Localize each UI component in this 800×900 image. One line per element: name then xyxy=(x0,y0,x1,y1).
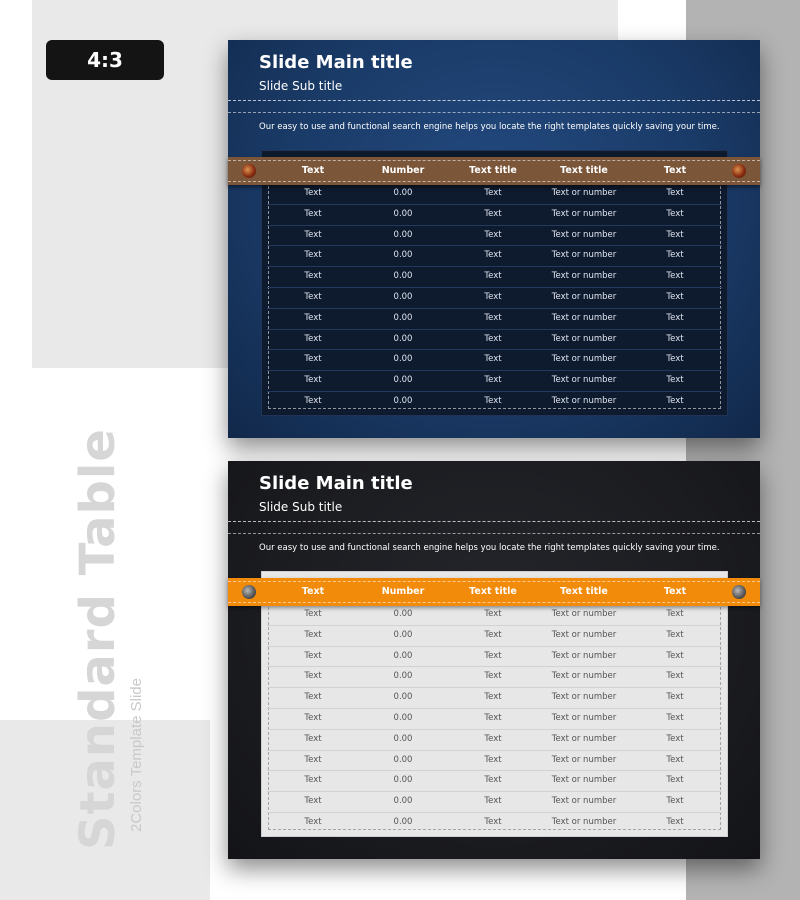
table-cell: Text xyxy=(666,375,684,386)
table-cell: 0.00 xyxy=(393,817,413,827)
table-row xyxy=(228,770,760,791)
table-cell: 0.00 xyxy=(393,229,413,240)
slide-preview-blue[interactable] xyxy=(228,40,760,438)
table-cell: Text xyxy=(304,713,322,723)
slide-main-title: Slide Main title xyxy=(259,473,413,494)
table-cell: Text or number xyxy=(551,312,617,323)
table-cell: 0.00 xyxy=(393,650,413,661)
slide-description: Our easy to use and functional search engine helps you locate the right templates quickly saving your time. xyxy=(259,543,720,553)
table-cell: Text or number xyxy=(551,354,617,365)
table-cell: Text xyxy=(666,692,684,703)
table-cell: Text xyxy=(304,629,322,640)
table-cell: Text xyxy=(666,208,684,219)
table-cell: 0.00 xyxy=(393,188,413,198)
header-cell: Text title xyxy=(469,165,517,176)
table-row xyxy=(228,308,760,329)
table-cell: Text xyxy=(304,208,322,219)
table-cell: Text or number xyxy=(551,292,617,302)
table-row xyxy=(228,750,760,771)
table-cell: 0.00 xyxy=(393,396,413,406)
table-cell: Text or number xyxy=(551,733,617,744)
table-cell: Text xyxy=(484,292,502,302)
table-cell: Text xyxy=(484,609,502,619)
table-row xyxy=(228,349,760,370)
rivet-icon xyxy=(732,585,746,599)
table-row xyxy=(228,287,760,308)
header-cell: Text xyxy=(663,165,687,176)
table-cell: Text xyxy=(666,333,684,344)
header-cell: Number xyxy=(381,165,425,176)
table-cell: 0.00 xyxy=(393,671,413,682)
table-cell: Text xyxy=(304,396,322,406)
table-row xyxy=(228,687,760,708)
table-row xyxy=(228,225,760,246)
table-row xyxy=(228,391,760,412)
table-cell: Text xyxy=(484,629,502,640)
slide-description: Our easy to use and functional search engine helps you locate the right templates quickly saving your time. xyxy=(259,122,720,132)
table-cell: Text or number xyxy=(551,333,617,344)
table-cell: Text xyxy=(484,229,502,240)
table-cell: Text xyxy=(484,817,502,827)
table-cell: Text xyxy=(666,713,684,723)
rivet-icon xyxy=(242,164,256,178)
table-cell: Text xyxy=(304,671,322,682)
table-cell: 0.00 xyxy=(393,208,413,219)
table-cell: 0.00 xyxy=(393,713,413,723)
table-row xyxy=(228,666,760,687)
table-cell: Text xyxy=(304,733,322,744)
table-cell: Text xyxy=(666,817,684,827)
table-cell: Text xyxy=(304,817,322,827)
table-cell: Text xyxy=(304,692,322,703)
slide-main-title: Slide Main title xyxy=(259,52,413,73)
header-cell: Text title xyxy=(469,586,517,597)
table-cell: Text xyxy=(484,250,502,261)
table-cell: Text xyxy=(484,271,502,282)
slide-sub-title: Slide Sub title xyxy=(259,79,343,93)
slide-preview-dark[interactable] xyxy=(228,461,760,859)
table-cell: 0.00 xyxy=(393,796,413,807)
table-cell: Text xyxy=(666,250,684,261)
table-cell: Text xyxy=(666,292,684,302)
table-cell: Text xyxy=(304,609,322,619)
header-cell: Text xyxy=(301,586,325,597)
table-cell: Text xyxy=(666,796,684,807)
table-row xyxy=(228,791,760,812)
caption-subtitle: 2Colors Template Slide xyxy=(128,678,145,832)
table-cell: 0.00 xyxy=(393,775,413,786)
stitch-divider xyxy=(228,521,760,531)
table-cell: Text xyxy=(484,733,502,744)
table-cell: Text xyxy=(666,354,684,365)
table-cell: 0.00 xyxy=(393,292,413,302)
table-cell: Text xyxy=(304,375,322,386)
table-cell: Text or number xyxy=(551,271,617,282)
header-cell: Text xyxy=(663,586,687,597)
table-cell: Text xyxy=(484,354,502,365)
table-cell: Text or number xyxy=(551,796,617,807)
table-cell: Text xyxy=(304,188,322,198)
table-row xyxy=(228,329,760,350)
table-cell: Text or number xyxy=(551,609,617,619)
table-cell: Text xyxy=(484,754,502,765)
vertical-caption xyxy=(70,428,148,850)
table-row xyxy=(228,245,760,266)
table-cell: Text or number xyxy=(551,375,617,386)
table-cell: 0.00 xyxy=(393,312,413,323)
table-cell: Text xyxy=(666,312,684,323)
table-cell: Text xyxy=(304,354,322,365)
table-cell: Text xyxy=(666,775,684,786)
table-header xyxy=(228,157,760,185)
table-cell: Text xyxy=(484,775,502,786)
table-cell: Text xyxy=(666,629,684,640)
table-cell: Text xyxy=(666,733,684,744)
table-cell: Text or number xyxy=(551,692,617,703)
table-cell: 0.00 xyxy=(393,354,413,365)
table-cell: Text xyxy=(304,312,322,323)
table-cell: Text xyxy=(304,250,322,261)
table-row xyxy=(228,625,760,646)
table-cell: Text xyxy=(484,396,502,406)
table-cell: Text or number xyxy=(551,775,617,786)
table-cell: Text xyxy=(484,650,502,661)
table-row xyxy=(228,370,760,391)
table-cell: Text xyxy=(666,609,684,619)
table-cell: Text xyxy=(304,650,322,661)
table-cell: Text or number xyxy=(551,229,617,240)
rivet-icon xyxy=(242,585,256,599)
table-cell: Text or number xyxy=(551,650,617,661)
table-cell: Text xyxy=(484,713,502,723)
table-cell: Text xyxy=(666,671,684,682)
table-cell: Text or number xyxy=(551,629,617,640)
table-cell: Text xyxy=(304,754,322,765)
table-row xyxy=(228,812,760,833)
table-cell: Text xyxy=(484,208,502,219)
table-cell: Text or number xyxy=(551,396,617,406)
table-cell: Text xyxy=(484,188,502,198)
table-cell: Text xyxy=(304,796,322,807)
table-row xyxy=(228,183,760,204)
table-row xyxy=(228,708,760,729)
table-row xyxy=(228,729,760,750)
table-cell: 0.00 xyxy=(393,609,413,619)
aspect-ratio-badge: 4:3 xyxy=(46,40,164,80)
table-cell: Text xyxy=(484,333,502,344)
table-cell: 0.00 xyxy=(393,250,413,261)
table-row xyxy=(228,204,760,225)
caption-title: Standard Table xyxy=(70,428,126,850)
table-cell: Text xyxy=(484,375,502,386)
table-cell: Text xyxy=(304,229,322,240)
table-cell: 0.00 xyxy=(393,375,413,386)
table-cell: 0.00 xyxy=(393,733,413,744)
table-cell: Text xyxy=(666,650,684,661)
table-row xyxy=(228,604,760,625)
table-cell: Text xyxy=(666,229,684,240)
rivet-icon xyxy=(732,164,746,178)
table-header xyxy=(228,578,760,606)
table-cell: Text xyxy=(666,396,684,406)
table-cell: 0.00 xyxy=(393,629,413,640)
table-cell: Text or number xyxy=(551,754,617,765)
table-cell: 0.00 xyxy=(393,333,413,344)
table-cell: Text or number xyxy=(551,671,617,682)
header-cell: Text xyxy=(301,165,325,176)
stitch-divider xyxy=(228,100,760,110)
table-row xyxy=(228,646,760,667)
table-cell: Text xyxy=(304,292,322,302)
table-cell: Text xyxy=(484,312,502,323)
table-cell: Text or number xyxy=(551,817,617,827)
header-cell: Number xyxy=(381,586,425,597)
header-cell: Text title xyxy=(560,165,608,176)
table-cell: Text xyxy=(484,796,502,807)
table-cell: Text xyxy=(304,271,322,282)
table-cell: Text xyxy=(304,333,322,344)
table-cell: Text xyxy=(666,271,684,282)
table-cell: Text or number xyxy=(551,208,617,219)
table-cell: Text xyxy=(484,671,502,682)
table-cell: 0.00 xyxy=(393,271,413,282)
table-cell: Text xyxy=(484,692,502,703)
table-cell: Text xyxy=(666,754,684,765)
table-cell: Text or number xyxy=(551,188,617,198)
header-cell: Text title xyxy=(560,586,608,597)
slide-sub-title: Slide Sub title xyxy=(259,500,343,514)
table-cell: Text xyxy=(666,188,684,198)
table-cell: Text xyxy=(304,775,322,786)
table-cell: Text or number xyxy=(551,713,617,723)
table-cell: 0.00 xyxy=(393,754,413,765)
table-cell: 0.00 xyxy=(393,692,413,703)
table-row xyxy=(228,266,760,287)
table-cell: Text or number xyxy=(551,250,617,261)
